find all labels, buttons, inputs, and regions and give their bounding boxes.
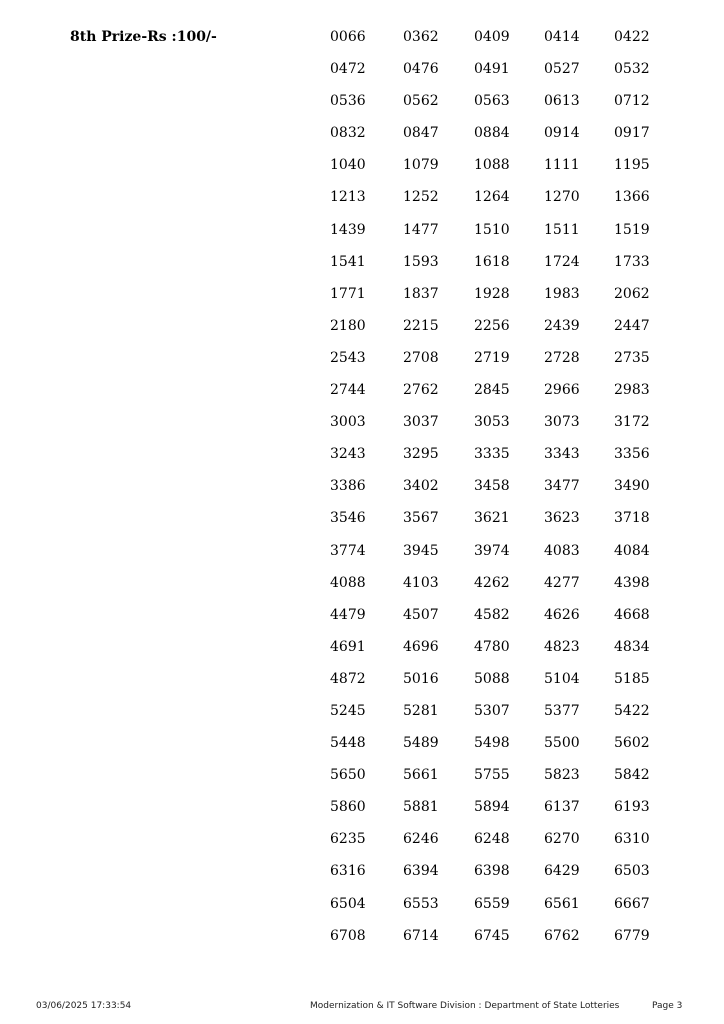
winning-number: 1771 xyxy=(330,285,366,302)
winning-number: 6503 xyxy=(614,863,650,880)
winning-number: 3295 xyxy=(403,446,439,463)
winning-number: 1111 xyxy=(544,157,580,174)
winning-number: 1079 xyxy=(403,157,439,174)
number-row xyxy=(330,669,670,701)
winning-number: 1195 xyxy=(614,157,650,174)
number-row xyxy=(330,187,670,219)
winning-number: 4277 xyxy=(544,574,580,591)
winning-number: 5661 xyxy=(403,767,439,784)
number-row xyxy=(330,894,670,926)
winning-number: 6193 xyxy=(614,799,650,816)
winning-number: 5489 xyxy=(403,735,439,752)
number-row xyxy=(330,829,670,861)
winning-number: 2256 xyxy=(474,317,510,334)
winning-number: 5281 xyxy=(403,702,439,719)
number-row xyxy=(330,797,670,829)
winning-number: 2735 xyxy=(614,349,650,366)
winning-number: 6714 xyxy=(403,927,439,944)
number-row xyxy=(330,765,670,797)
winning-number: 1733 xyxy=(614,253,650,270)
winning-numbers-grid xyxy=(330,27,670,958)
winning-number: 6667 xyxy=(614,895,650,912)
winning-number: 6553 xyxy=(403,895,439,912)
winning-number: 1366 xyxy=(614,189,650,206)
winning-number: 3073 xyxy=(544,414,580,431)
winning-number: 2447 xyxy=(614,317,650,334)
winning-number: 3402 xyxy=(403,478,439,495)
winning-number: 4479 xyxy=(330,606,366,623)
winning-number: 6504 xyxy=(330,895,366,912)
number-row xyxy=(330,733,670,765)
winning-number: 4696 xyxy=(403,638,439,655)
winning-number: 0066 xyxy=(330,29,366,45)
number-row xyxy=(330,444,670,476)
winning-number: 0414 xyxy=(544,29,580,45)
winning-number: 0914 xyxy=(544,125,580,142)
winning-number: 3718 xyxy=(614,510,650,527)
winning-number: 2728 xyxy=(544,349,580,366)
winning-number: 1477 xyxy=(403,221,439,238)
winning-number: 3774 xyxy=(330,542,366,559)
winning-number: 5307 xyxy=(474,702,510,719)
number-row xyxy=(330,284,670,316)
winning-number: 3567 xyxy=(403,510,439,527)
winning-number: 5823 xyxy=(544,767,580,784)
winning-number: 0472 xyxy=(330,61,366,78)
number-row xyxy=(330,252,670,284)
winning-number: 0847 xyxy=(403,125,439,142)
winning-number: 6137 xyxy=(544,799,580,816)
winning-number: 5448 xyxy=(330,735,366,752)
winning-number: 0832 xyxy=(330,125,366,142)
winning-number: 0712 xyxy=(614,93,650,110)
winning-number: 2762 xyxy=(403,382,439,399)
winning-number: 3621 xyxy=(474,510,510,527)
number-row xyxy=(330,348,670,380)
winning-number: 5650 xyxy=(330,767,366,784)
winning-number: 6561 xyxy=(544,895,580,912)
winning-number: 6429 xyxy=(544,863,580,880)
number-row xyxy=(330,637,670,669)
winning-number: 1252 xyxy=(403,189,439,206)
winning-number: 0884 xyxy=(474,125,510,142)
winning-number: 5185 xyxy=(614,670,650,687)
winning-number: 1837 xyxy=(403,285,439,302)
winning-number: 3458 xyxy=(474,478,510,495)
winning-number: 0536 xyxy=(330,93,366,110)
winning-number: 4103 xyxy=(403,574,439,591)
number-row xyxy=(330,59,670,91)
winning-number: 0491 xyxy=(474,61,510,78)
winning-number: 3003 xyxy=(330,414,366,431)
winning-number: 6316 xyxy=(330,863,366,880)
winning-number: 6394 xyxy=(403,863,439,880)
winning-number: 2543 xyxy=(330,349,366,366)
prize-title: 8th Prize-Rs :100/- xyxy=(70,29,217,45)
winning-number: 5894 xyxy=(474,799,510,816)
winning-number: 0563 xyxy=(474,93,510,110)
winning-number: 1088 xyxy=(474,157,510,174)
number-row xyxy=(330,541,670,573)
winning-number: 3623 xyxy=(544,510,580,527)
winning-number: 4823 xyxy=(544,638,580,655)
number-row xyxy=(330,316,670,348)
number-row xyxy=(330,861,670,893)
winning-number: 2966 xyxy=(544,382,580,399)
number-row xyxy=(330,701,670,733)
winning-number: 5860 xyxy=(330,799,366,816)
winning-number: 5500 xyxy=(544,735,580,752)
winning-number: 1270 xyxy=(544,189,580,206)
winning-number: 0527 xyxy=(544,61,580,78)
winning-number: 1439 xyxy=(330,221,366,238)
footer-page-number: Page 3 xyxy=(652,1001,683,1011)
winning-number: 4083 xyxy=(544,542,580,559)
winning-number: 5088 xyxy=(474,670,510,687)
winning-number: 6745 xyxy=(474,927,510,944)
winning-number: 4084 xyxy=(614,542,650,559)
winning-number: 3386 xyxy=(330,478,366,495)
winning-number: 0613 xyxy=(544,93,580,110)
winning-number: 2215 xyxy=(403,317,439,334)
number-row xyxy=(330,123,670,155)
winning-number: 5498 xyxy=(474,735,510,752)
winning-number: 1511 xyxy=(544,221,580,238)
winning-number: 6246 xyxy=(403,831,439,848)
number-row xyxy=(330,412,670,444)
winning-number: 3490 xyxy=(614,478,650,495)
winning-number: 6270 xyxy=(544,831,580,848)
winning-number: 0562 xyxy=(403,93,439,110)
winning-number: 6762 xyxy=(544,927,580,944)
winning-number: 6248 xyxy=(474,831,510,848)
winning-number: 2439 xyxy=(544,317,580,334)
winning-number: 5016 xyxy=(403,670,439,687)
winning-number: 5422 xyxy=(614,702,650,719)
winning-number: 1510 xyxy=(474,221,510,238)
winning-number: 1519 xyxy=(614,221,650,238)
number-row xyxy=(330,155,670,187)
number-row xyxy=(330,220,670,252)
winning-number: 4088 xyxy=(330,574,366,591)
winning-number: 0362 xyxy=(403,29,439,45)
winning-number: 1724 xyxy=(544,253,580,270)
winning-number: 4582 xyxy=(474,606,510,623)
winning-number: 0532 xyxy=(614,61,650,78)
winning-number: 3477 xyxy=(544,478,580,495)
winning-number: 2180 xyxy=(330,317,366,334)
winning-number: 3037 xyxy=(403,414,439,431)
winning-number: 1618 xyxy=(474,253,510,270)
number-row xyxy=(330,573,670,605)
winning-number: 1264 xyxy=(474,189,510,206)
winning-number: 3343 xyxy=(544,446,580,463)
winning-number: 5755 xyxy=(474,767,510,784)
winning-number: 3053 xyxy=(474,414,510,431)
winning-number: 0422 xyxy=(614,29,650,45)
winning-number: 3243 xyxy=(330,446,366,463)
winning-number: 2062 xyxy=(614,285,650,302)
winning-number: 3974 xyxy=(474,542,510,559)
winning-number: 1928 xyxy=(474,285,510,302)
winning-number: 6559 xyxy=(474,895,510,912)
winning-number: 6235 xyxy=(330,831,366,848)
winning-number: 4834 xyxy=(614,638,650,655)
footer-timestamp: 03/06/2025 17:33:54 xyxy=(36,1001,132,1011)
winning-number: 3945 xyxy=(403,542,439,559)
winning-number: 1213 xyxy=(330,189,366,206)
winning-number: 4691 xyxy=(330,638,366,655)
winning-number: 6398 xyxy=(474,863,510,880)
winning-number: 2708 xyxy=(403,349,439,366)
winning-number: 1040 xyxy=(330,157,366,174)
number-row xyxy=(330,605,670,637)
winning-number: 5881 xyxy=(403,799,439,816)
winning-number: 5245 xyxy=(330,702,366,719)
winning-number: 5842 xyxy=(614,767,650,784)
winning-number: 4262 xyxy=(474,574,510,591)
winning-number: 1983 xyxy=(544,285,580,302)
winning-number: 3546 xyxy=(330,510,366,527)
number-row xyxy=(330,380,670,412)
winning-number: 0409 xyxy=(474,29,510,45)
number-row xyxy=(330,926,670,958)
winning-number: 3172 xyxy=(614,414,650,431)
winning-number: 4780 xyxy=(474,638,510,655)
winning-number: 6310 xyxy=(614,831,650,848)
winning-number: 5377 xyxy=(544,702,580,719)
winning-number: 5104 xyxy=(544,670,580,687)
winning-number: 6779 xyxy=(614,927,650,944)
winning-number: 3335 xyxy=(474,446,510,463)
winning-number: 3356 xyxy=(614,446,650,463)
number-row xyxy=(330,27,670,59)
winning-number: 6708 xyxy=(330,927,366,944)
number-row xyxy=(330,476,670,508)
winning-number: 1593 xyxy=(403,253,439,270)
winning-number: 4668 xyxy=(614,606,650,623)
winning-number: 4398 xyxy=(614,574,650,591)
winning-number: 2983 xyxy=(614,382,650,399)
footer-division: Modernization & IT Software Division : Department of State Lotteries xyxy=(310,1001,620,1011)
winning-number: 0476 xyxy=(403,61,439,78)
winning-number: 1541 xyxy=(330,253,366,270)
winning-number: 5602 xyxy=(614,735,650,752)
winning-number: 0917 xyxy=(614,125,650,142)
winning-number: 4507 xyxy=(403,606,439,623)
winning-number: 4872 xyxy=(330,670,366,687)
winning-number: 2744 xyxy=(330,382,366,399)
number-row xyxy=(330,91,670,123)
winning-number: 2719 xyxy=(474,349,510,366)
number-row xyxy=(330,508,670,540)
winning-number: 2845 xyxy=(474,382,510,399)
winning-number: 4626 xyxy=(544,606,580,623)
